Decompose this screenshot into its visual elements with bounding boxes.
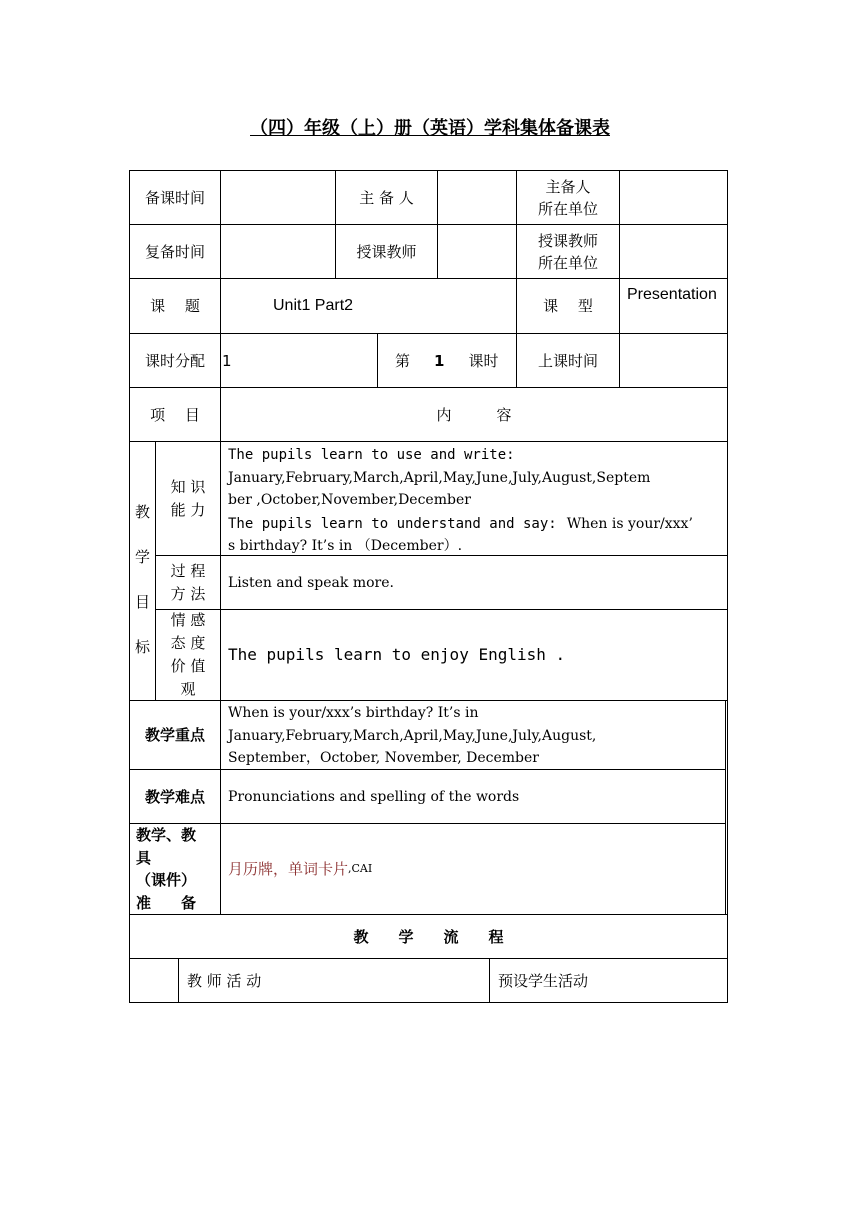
process-index-cell <box>130 959 178 1002</box>
hours-value: 1 <box>222 351 232 370</box>
tools-value: 月历牌，单词卡片 ,CAI <box>228 860 373 878</box>
hours-label: 课时分配 <box>144 351 205 370</box>
teacher-unit-label: 授课教师 所在单位 <box>537 231 598 272</box>
lesson-number: 第 1 课时 <box>395 351 499 370</box>
key-points-value: When is your/xxx’s birthday? It’s in January,February,March,April,May,June,July,August, September，October, November, December <box>228 705 597 766</box>
content-label: 内 容 <box>436 405 512 424</box>
difficulties-value: Pronunciations and spelling of the words <box>228 788 520 805</box>
process-method-value: Listen and speak more. <box>228 574 394 591</box>
topic-value: Unit1 Part2 <box>273 297 354 314</box>
main-preparer-unit-label: 主备人 所在单位 <box>537 177 598 218</box>
topic-label: 课 题 <box>150 297 200 315</box>
teacher-activity-label: 教 师 活 动 <box>187 971 262 990</box>
knowledge-content: The pupils learn to use and write: January,February,March,April,May,June,July,August,Septem ber ,October,November,December The pupils learn to understand and say: When is your/xxx’ s birthday? It’s in （December）. <box>228 447 693 554</box>
teacher-value[interactable] <box>438 225 516 278</box>
main-preparer-value[interactable] <box>438 171 516 224</box>
process-method-label: 过 程 方 法 <box>170 561 206 603</box>
tools-label: 教学、教 具 （课件） 准 备 <box>136 826 197 912</box>
main-preparer-label: 主 备 人 <box>359 188 414 207</box>
knowledge-label: 知 识 能 力 <box>170 477 206 519</box>
page-title: （四）年级（上）册（英语）学科集体备课表 <box>250 118 610 139</box>
type-label: 课 型 <box>543 297 593 315</box>
teacher-label: 授课教师 <box>356 242 417 261</box>
teaching-process-title: 教 学 流 程 <box>353 927 504 946</box>
difficulties-label: 教学难点 <box>144 787 205 806</box>
teaching-goals-label: 教 学 目 标 <box>134 503 150 656</box>
class-time-label: 上课时间 <box>537 351 598 370</box>
emotion-value: The pupils learn to enjoy English . <box>228 645 566 664</box>
class-time-value[interactable] <box>620 334 727 387</box>
type-value: Presentation <box>627 286 717 303</box>
review-time-value[interactable] <box>221 225 335 278</box>
emotion-label: 情 感 态 度 价 值 观 <box>170 611 206 698</box>
prep-time-value[interactable] <box>221 171 335 224</box>
review-time-label: 复备时间 <box>144 242 205 261</box>
student-activity-label: 预设学生活动 <box>498 971 589 990</box>
key-points-label: 教学重点 <box>144 726 205 744</box>
teacher-unit-value[interactable] <box>620 225 727 278</box>
main-preparer-unit-value[interactable] <box>620 171 727 224</box>
prep-time-label: 备课时间 <box>144 188 205 207</box>
item-label: 项 目 <box>150 405 200 424</box>
